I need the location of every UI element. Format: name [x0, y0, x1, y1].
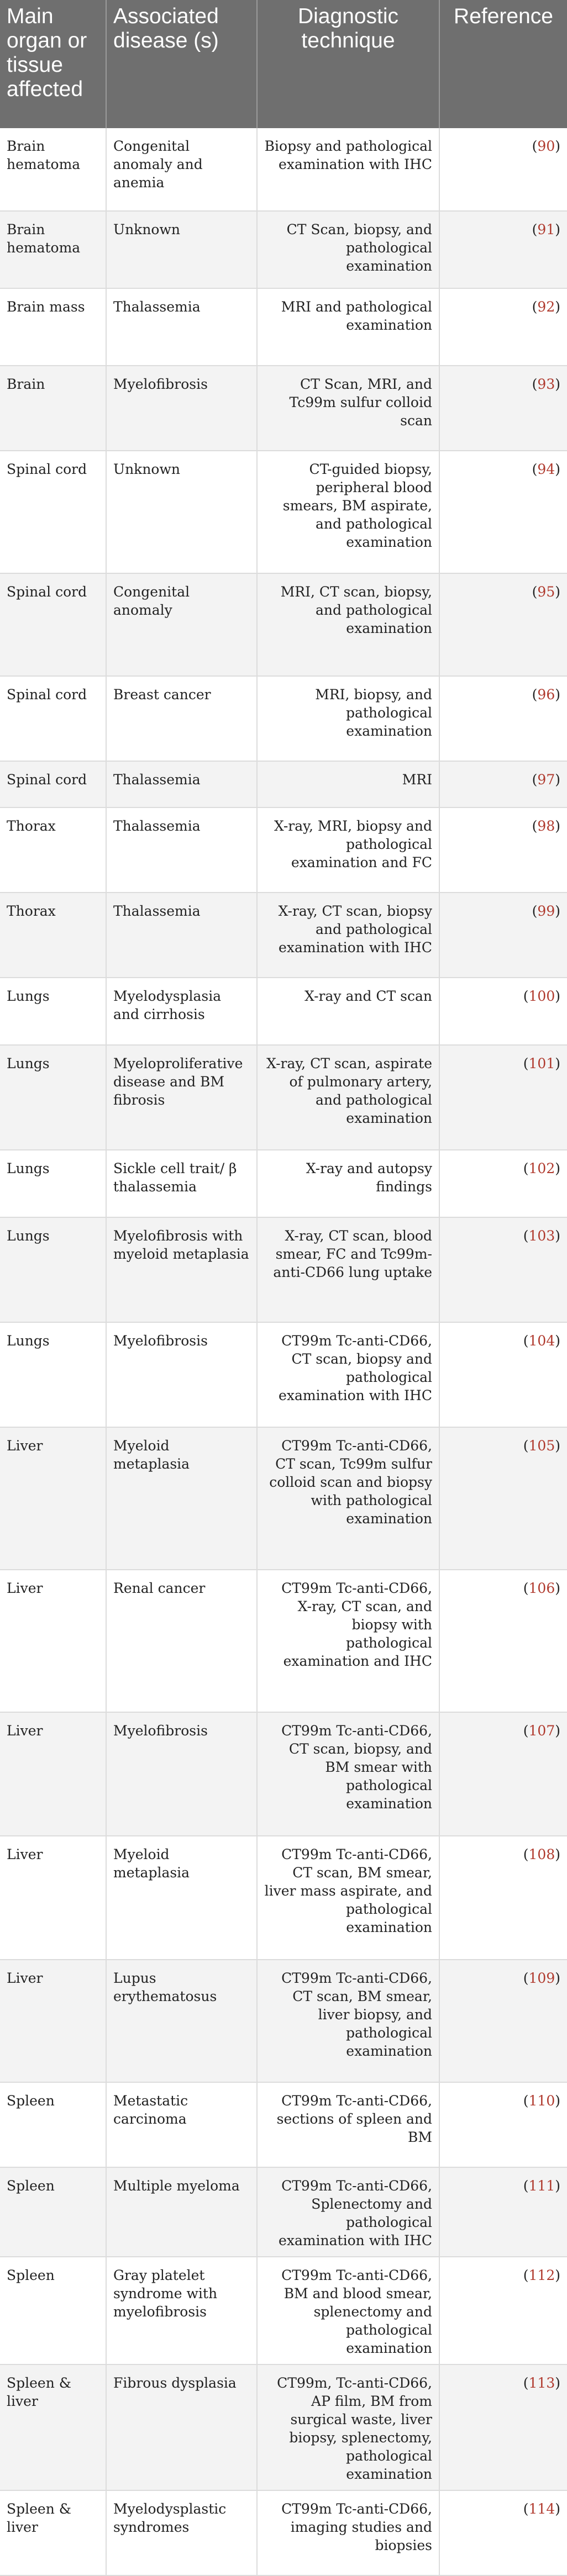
reference-link[interactable]: 96 — [537, 687, 555, 703]
reference-link[interactable]: 93 — [537, 376, 555, 392]
reference-cell: (97) — [439, 761, 567, 807]
reference-link[interactable]: 112 — [528, 2267, 555, 2283]
reference-link[interactable]: 102 — [528, 1160, 555, 1176]
table-row — [0, 128, 567, 211]
disease-cell: Myelofibrosis — [106, 1322, 257, 1427]
disease-cell: Myeloid metaplasia — [106, 1836, 257, 1960]
technique-cell: CT99m, Tc-anti-CD66, AP film, BM from surgical waste, liver biopsy, splenectomy, pathological examination — [257, 2364, 439, 2490]
organ-cell: Lungs — [0, 1045, 106, 1150]
technique-cell: X-ray, CT scan, blood smear, FC and Tc99m-anti-CD66 lung uptake — [257, 1217, 439, 1322]
table-row — [0, 451, 567, 573]
organ-cell: Lungs — [0, 978, 106, 1045]
organ-cell: Spleen & liver — [0, 2364, 106, 2490]
reference-link[interactable]: 97 — [537, 772, 555, 788]
technique-cell: CT99m Tc-anti-CD66, CT scan, BM smear, liver biopsy, and pathological examination — [257, 1960, 439, 2082]
reference-link[interactable]: 99 — [537, 903, 555, 919]
table-header — [0, 0, 567, 128]
table-row — [0, 1150, 567, 1217]
table-row — [0, 978, 567, 1045]
technique-cell: CT99m Tc-anti-CD66, BM and blood smear, splenectomy and pathological examination — [257, 2257, 439, 2364]
disease-cell: Thalassemia — [106, 288, 257, 366]
table-row — [0, 1322, 567, 1427]
organ-cell: Liver — [0, 1427, 106, 1570]
disease-cell: Sickle cell trait/ β thalassemia — [106, 1150, 257, 1217]
table-row — [0, 366, 567, 451]
organ-cell: Spinal cord — [0, 451, 106, 573]
disease-cell: Multiple myeloma — [106, 2167, 257, 2257]
disease-cell: Myeloproliferative disease and BM fibrosis — [106, 1045, 257, 1150]
reference-link[interactable]: 101 — [528, 1055, 555, 1071]
reference-cell: (99) — [439, 893, 567, 978]
disease-cell: Myelodysplastic syndromes — [106, 2490, 257, 2575]
reference-link[interactable]: 104 — [528, 1333, 555, 1349]
disease-cell: Myelofibrosis — [106, 1712, 257, 1836]
reference-cell: (113) — [439, 2364, 567, 2490]
reference-link[interactable]: 110 — [528, 2093, 555, 2109]
reference-cell: (94) — [439, 451, 567, 573]
disease-cell: Renal cancer — [106, 1570, 257, 1712]
table-row — [0, 2257, 567, 2364]
reference-link[interactable]: 114 — [528, 2501, 555, 2517]
organ-cell: Liver — [0, 1570, 106, 1712]
technique-cell: MRI, biopsy, and pathological examination — [257, 676, 439, 761]
reference-link[interactable]: 106 — [528, 1580, 555, 1596]
technique-cell: MRI, CT scan, biopsy, and pathological examination — [257, 573, 439, 676]
table-row — [0, 1427, 567, 1570]
disease-cell: Unknown — [106, 451, 257, 573]
disease-cell: Fibrous dysplasia — [106, 2364, 257, 2490]
reference-cell: (95) — [439, 573, 567, 676]
technique-cell: X-ray and CT scan — [257, 978, 439, 1045]
organ-cell: Spleen — [0, 2257, 106, 2364]
reference-link[interactable]: 113 — [528, 2375, 555, 2391]
organ-cell: Spinal cord — [0, 573, 106, 676]
reference-link[interactable]: 94 — [537, 461, 555, 477]
organ-cell: Brain mass — [0, 288, 106, 366]
table-row — [0, 761, 567, 807]
disease-cell: Thalassemia — [106, 761, 257, 807]
reference-cell: (93) — [439, 366, 567, 451]
reference-cell: (91) — [439, 211, 567, 288]
disease-cell: Breast cancer — [106, 676, 257, 761]
reference-cell: (92) — [439, 288, 567, 366]
table-row — [0, 1570, 567, 1712]
technique-cell: CT Scan, MRI, and Tc99m sulfur colloid scan — [257, 366, 439, 451]
technique-cell: CT99m Tc-anti-CD66, X-ray, CT scan, and biopsy with pathological examination and IHC — [257, 1570, 439, 1712]
technique-cell: X-ray, CT scan, biopsy and pathological examination with IHC — [257, 893, 439, 978]
technique-cell: CT99m Tc-anti-CD66, imaging studies and biopsies — [257, 2490, 439, 2575]
reference-link[interactable]: 108 — [528, 1846, 555, 1862]
technique-cell: MRI and pathological examination — [257, 288, 439, 366]
reference-link[interactable]: 91 — [537, 221, 555, 237]
disease-cell: Myeloid metaplasia — [106, 1427, 257, 1570]
organ-cell: Spleen — [0, 2082, 106, 2167]
reference-cell: (112) — [439, 2257, 567, 2364]
organ-cell: Lungs — [0, 1322, 106, 1427]
reference-link[interactable]: 98 — [537, 818, 555, 834]
reference-link[interactable]: 100 — [528, 988, 555, 1004]
reference-link[interactable]: 109 — [528, 1970, 555, 1986]
reference-cell: (90) — [439, 128, 567, 211]
disease-cell: Unknown — [106, 211, 257, 288]
organ-cell: Liver — [0, 1960, 106, 2082]
technique-cell: CT99m Tc-anti-CD66, CT scan, Tc99m sulfur colloid scan and biopsy with pathological examination — [257, 1427, 439, 1570]
reference-cell: (111) — [439, 2167, 567, 2257]
disease-cell: Myelodysplasia and cirrhosis — [106, 978, 257, 1045]
reference-cell: (105) — [439, 1427, 567, 1570]
organ-cell: Thorax — [0, 893, 106, 978]
technique-cell: CT99m Tc-anti-CD66, CT scan, BM smear, liver mass aspirate, and pathological examination — [257, 1836, 439, 1960]
reference-link[interactable]: 103 — [528, 1228, 555, 1244]
table-row — [0, 2167, 567, 2257]
organ-cell: Liver — [0, 1836, 106, 1960]
header-organ: Main organ or tissue affected — [0, 0, 106, 128]
disease-cell: Lupus erythematosus — [106, 1960, 257, 2082]
reference-cell: (114) — [439, 2490, 567, 2575]
table-row — [0, 1836, 567, 1960]
table-row — [0, 573, 567, 676]
disease-cell: Gray platelet syndrome with myelofibrosis — [106, 2257, 257, 2364]
technique-cell: X-ray and autopsy findings — [257, 1150, 439, 1217]
table-row — [0, 893, 567, 978]
table-row — [0, 288, 567, 366]
reference-link[interactable]: 95 — [537, 584, 555, 600]
header-reference: Reference — [439, 0, 567, 128]
organ-cell: Brain — [0, 366, 106, 451]
disease-cell: Metastatic carcinoma — [106, 2082, 257, 2167]
reference-cell: (100) — [439, 978, 567, 1045]
disease-cell: Myelofibrosis with myeloid metaplasia — [106, 1217, 257, 1322]
disease-cell: Thalassemia — [106, 807, 257, 893]
table-row — [0, 676, 567, 761]
table-row — [0, 1712, 567, 1836]
organ-cell: Spleen & liver — [0, 2490, 106, 2575]
reference-cell: (106) — [439, 1570, 567, 1712]
reference-link[interactable]: 90 — [537, 138, 555, 154]
technique-cell: CT Scan, biopsy, and pathological examination — [257, 211, 439, 288]
table-row — [0, 1045, 567, 1150]
technique-cell: CT99m Tc-anti-CD66, CT scan, biopsy, and BM smear with pathological examination — [257, 1712, 439, 1836]
technique-cell: CT99m Tc-anti-CD66, sections of spleen and BM — [257, 2082, 439, 2167]
table-row — [0, 211, 567, 288]
reference-cell: (98) — [439, 807, 567, 893]
organ-cell: Spleen — [0, 2167, 106, 2257]
header-technique: Diagnostic technique — [257, 0, 439, 128]
reference-cell: (102) — [439, 1150, 567, 1217]
organ-cell: Spinal cord — [0, 761, 106, 807]
reference-link[interactable]: 111 — [528, 2178, 555, 2194]
technique-cell: CT99m Tc-anti-CD66, Splenectomy and pathological examination with IHC — [257, 2167, 439, 2257]
reference-cell: (110) — [439, 2082, 567, 2167]
technique-cell: CT-guided biopsy, peripheral blood smears, BM aspirate, and pathological examination — [257, 451, 439, 573]
header-row — [0, 0, 567, 128]
table-row — [0, 2082, 567, 2167]
reference-cell: (108) — [439, 1836, 567, 1960]
reference-cell: (104) — [439, 1322, 567, 1427]
table-row — [0, 2364, 567, 2490]
header-disease: Associated disease (s) — [106, 0, 257, 128]
table-row — [0, 1217, 567, 1322]
organ-cell: Lungs — [0, 1217, 106, 1322]
organ-cell: Brain hematoma — [0, 128, 106, 211]
disease-cell: Thalassemia — [106, 893, 257, 978]
reference-cell: (107) — [439, 1712, 567, 1836]
technique-cell: X-ray, CT scan, aspirate of pulmonary artery, and pathological examination — [257, 1045, 439, 1150]
disease-cell: Congenital anomaly — [106, 573, 257, 676]
organ-cell: Thorax — [0, 807, 106, 893]
technique-cell: Biopsy and pathological examination with IHC — [257, 128, 439, 211]
disease-cell: Congenital anomaly and anemia — [106, 128, 257, 211]
reference-link[interactable]: 105 — [528, 1438, 555, 1454]
reference-cell: (109) — [439, 1960, 567, 2082]
organ-cell: Brain hematoma — [0, 211, 106, 288]
technique-cell: CT99m Tc-anti-CD66, CT scan, biopsy and pathological examination with IHC — [257, 1322, 439, 1427]
table-body — [0, 128, 567, 2575]
reference-cell: (101) — [439, 1045, 567, 1150]
reference-link[interactable]: 107 — [528, 1723, 555, 1739]
table-row — [0, 1960, 567, 2082]
reference-cell: (103) — [439, 1217, 567, 1322]
table-row — [0, 807, 567, 893]
disease-cell: Myelofibrosis — [106, 366, 257, 451]
technique-cell: MRI — [257, 761, 439, 807]
table-row — [0, 2490, 567, 2575]
reference-link[interactable]: 92 — [537, 299, 555, 315]
reference-cell: (96) — [439, 676, 567, 761]
technique-cell: X-ray, MRI, biopsy and pathological examination and FC — [257, 807, 439, 893]
organ-cell: Spinal cord — [0, 676, 106, 761]
organ-cell: Lungs — [0, 1150, 106, 1217]
organ-cell: Liver — [0, 1712, 106, 1836]
